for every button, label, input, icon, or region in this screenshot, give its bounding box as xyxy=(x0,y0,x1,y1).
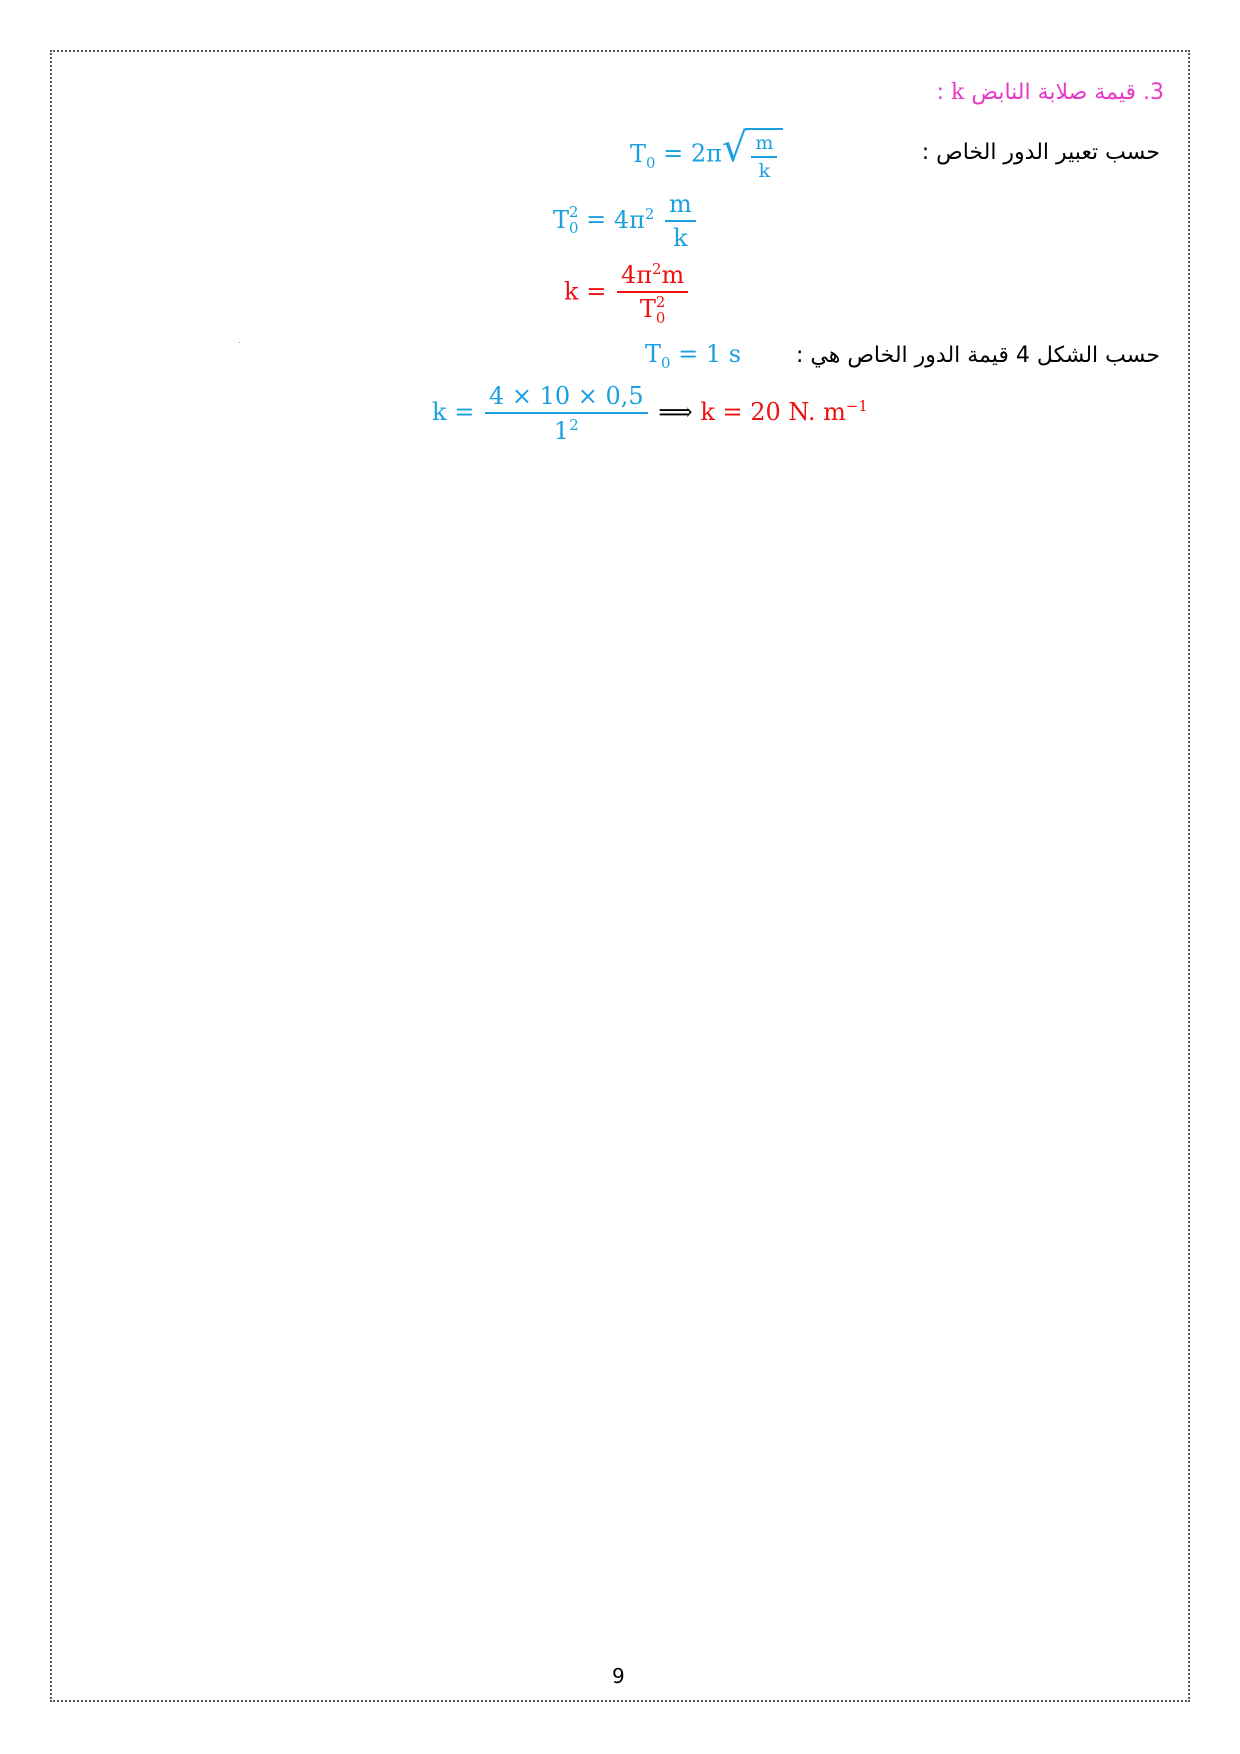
period-squared-formula xyxy=(553,190,699,252)
period-value-number: 1 s xyxy=(705,340,742,368)
calc-fraction: $\frac{4 \times 10 \times 0,5}{1^2}$ xyxy=(485,382,648,445)
period-value-lhs: $T_0$ xyxy=(645,340,671,372)
heading-text: قيمة صلابة النابض xyxy=(971,80,1136,105)
period-squared-fraction: $\frac{m}{k}$ xyxy=(665,190,696,252)
sqrt-numerator: m xyxy=(755,132,774,154)
period-squared-equals: = xyxy=(586,205,607,234)
calc-lhs: k = xyxy=(432,398,475,426)
period-formula xyxy=(630,125,783,182)
stiffness-equals: = xyxy=(586,277,607,306)
section-heading xyxy=(937,80,1164,105)
stiffness-result: k = 20 N. $m^{-1}$ xyxy=(700,397,868,426)
period-coefficient: 2π xyxy=(690,139,722,168)
stiffness-lhs: k xyxy=(564,277,579,306)
stiffness-fraction: $4\pi^2m$ T 2 0 xyxy=(617,260,688,326)
figure-period-label: حسب الشكل 4 قيمة الدور الخاص هي : xyxy=(796,343,1160,368)
period-squared-lhs: T 2 0 xyxy=(553,203,579,237)
stray-dot: . xyxy=(238,336,241,345)
stiffness-formula xyxy=(564,260,691,326)
square-root: √ $\frac{m}{k}$ xyxy=(722,128,784,182)
period-equals: = xyxy=(663,139,684,168)
period-expression-label: حسب تعبير الدور الخاص : xyxy=(921,140,1160,165)
implies-arrow: ⟹ xyxy=(658,398,693,426)
sqrt-denominator: k xyxy=(758,160,771,182)
period-lhs: $T_0$ xyxy=(630,139,656,172)
heading-symbol: k xyxy=(951,80,965,105)
page-number: 9 xyxy=(612,1664,625,1688)
period-squared-coefficient: $4\pi^2$ xyxy=(613,204,655,234)
heading-number: 3. xyxy=(1143,80,1164,105)
period-value: $T_0 = 1$ s xyxy=(645,340,742,372)
heading-colon: : xyxy=(936,80,945,105)
stiffness-calculation xyxy=(432,382,868,445)
